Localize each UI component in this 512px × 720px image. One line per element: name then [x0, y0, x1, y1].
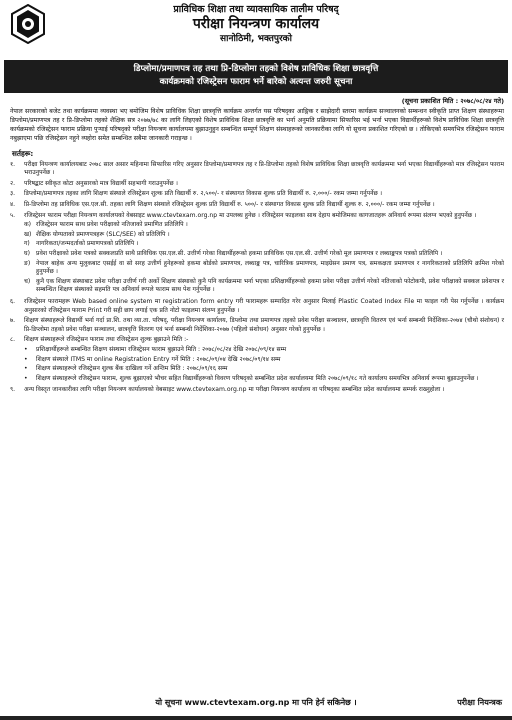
term-item — [10, 298, 504, 315]
banner-line-1: डिप्लोमा/प्रमाणपत्र तह तथा प्रि-डिप्लोमा तहको विशेष प्राविधिक शिक्षा छात्रवृत्ति — [133, 64, 379, 74]
term-text: परीक्षा नियन्त्रण कार्यालयबाट २०७८ साल असार महिनामा सिफारिस गरिए अनुसार डिप्लोमा/प्रमाणपत्र तह र प्रि-डिप्लोमा तहको विशेष प्राविधिक शिक्षा छात्रवृत्ति कार्यक्रममा भर्ना भएका विद्यार्थीहरूको मात्र रजिस्ट्रेसन फाराम भराउनुपर्नेछ । — [24, 160, 504, 177]
term-text: शिक्षण संस्थाहरूले विद्यार्थी भर्ना गर्दा प्रा.शि. तथा व्या.ता. परिषद्, परीक्षा नियन्त्रण कार्यालय, डिप्लोमा तथा प्रमाणपत्र तहको प्रवेश परीक्षा सञ्चालन, छात्रवृत्ति वितरण एवं भर्ना सम्बन्धी निर्देशिका-२०७४ (चौथो संशोधन) र प्रि-डिप्लोमा तहको प्रवेश परीक्षा सञ्चालन, छात्रवृत्ति वितरण एवं भर्ना सम्बन्धी निर्देशिका-२०७७ (पहिलो संशोधन) अनुसार गरेको हुनुपर्नेछ । — [24, 317, 504, 333]
bullet-icon: • — [24, 365, 28, 373]
office-location: सानोठिमी, भक्तपुरको — [220, 34, 292, 44]
term-number: ५. — [10, 211, 16, 219]
term-number: ८. — [10, 336, 16, 344]
bullet-icon: • — [24, 355, 28, 363]
terms-list — [0, 161, 512, 395]
sub-text: शिक्षण संस्थाहरूले रजिस्ट्रेसन शुल्क बैंक दाखिला गर्ने अन्तिम मिति : २०७८/०९/१६ सम्म — [36, 365, 228, 373]
terms-heading: सर्तहरू: — [12, 148, 34, 158]
banner-line-2: कार्यक्रमको रजिस्ट्रेसन फाराम भर्ने बारेको अत्यन्त जरुरी सूचना — [159, 77, 353, 87]
sub-item — [24, 356, 504, 365]
term-number: २. — [10, 179, 16, 187]
sub-text: शैक्षिक योग्यताको प्रमाणपत्रहरू (SLC/SEE) को प्रतिलिपि । — [36, 230, 170, 238]
sub-text: शिक्षण संस्थाहरूले रजिस्ट्रेसन फाराम, शुल्क बुझाएको भौचर सहित विद्यार्थीहरूको विवरण परिषद्को सम्बन्धित प्रदेश कार्यालयमा मिति २०७८/०९/१८ गते कार्यालय समयभित्र अनिवार्य रूपमा बुझाउनुपर्नेछ । — [36, 374, 479, 382]
sub-number: ग) — [24, 240, 30, 248]
term-item — [10, 161, 504, 178]
term-number: १. — [10, 160, 16, 168]
sub-text: कुनै एक शिक्षण संस्थाबाट प्रवेश परीक्षा उत्तीर्ण गरी अर्को शिक्षण संस्थाको कुनै पनि कार्यक्रममा भर्ना भएका प्रशिक्षार्थीहरूको हकमा प्रवेश परीक्षा उत्तीर्ण गरेको नतिजाको फोटोकपी, प्रवेश परीक्षाको सक्कल प्रवेशपत्र र सम्बन्धित शिक्षण संस्थाको सहमति पत्र अनिवार्य रूपले फाराम साथ पेश गर्नुपर्नेछ । — [36, 277, 504, 294]
sub-item — [24, 365, 504, 374]
sub-text: नेपाल बाहेक अन्य मुलुकबाट एसईई वा सो सरह उत्तीर्ण हुनेहरूको हकमा बोर्डको प्रमाणपत्र, लब्धाङ्क पत्र, चारित्रिक प्रमाणपत्र, माइग्रेसन प्रमाण पत्र, समकक्षता प्रमाणपत्र र नागरिकताको प्रतिलिपि क्रमिश गरेको हुनुपर्नेछ । — [36, 259, 504, 276]
sub-text: रजिस्ट्रेसन फाराम साथ प्रवेश परीक्षाको नतिजाको प्रमाणित प्रतिलिपि । — [36, 221, 188, 229]
document-checklist — [24, 221, 504, 295]
term-number: ४. — [10, 201, 16, 208]
sub-text: प्रवेश परीक्षाको प्रवेश पत्रको सक्कलप्रति साथै प्राविधिक एस.एल.सी. उत्तीर्ण गरेका विद्यार्थीहरूको हकमा प्राविधिक एस.एल.सी. उत्तीर्ण गरेको मूल प्रमाणपत्र र लब्धाङ्कपत्र पत्रको प्रतिलिपि । — [36, 249, 443, 257]
term-text: परिषद्बाट स्वीकृत कोटा अनुसारको मात्र विद्यार्थी सहभागी गराउनुपर्नेछ । — [24, 179, 178, 187]
term-item — [10, 190, 504, 199]
bottom-divider — [0, 716, 512, 720]
term-text: शिक्षण संस्थाहरूले रजिस्ट्रेसन फाराम तथा रजिस्ट्रेसन शुल्क बुझाउने मिति :- — [24, 336, 189, 344]
term-number: ९. — [10, 386, 16, 394]
term-body — [24, 212, 504, 296]
office-name: परीक्षा नियन्त्रण कार्यालय — [192, 16, 320, 32]
term-number: ६. — [10, 297, 16, 305]
sub-text: प्रशिक्षार्थीहरूले सम्बन्धित शिक्षण संस्थामा रजिस्ट्रेसन फाराम बुझाउने मिति : २०७८/०८/२४ देखि २०७८/०९/१४ सम्म — [36, 345, 287, 353]
sub-item — [24, 221, 504, 230]
sub-item — [24, 278, 504, 295]
signature-title: परीक्षा नियन्त्रक — [457, 698, 502, 707]
letterhead — [0, 0, 512, 58]
sub-number: घ) — [24, 249, 30, 257]
term-item — [10, 212, 504, 296]
council-name: प्राविधिक शिक्षा तथा व्यावसायिक तालीम परिषद् — [173, 4, 339, 15]
term-item — [10, 336, 504, 384]
sub-text: नागरिकता/जन्मदर्ताको प्रमाणपत्रको प्रतिलिपि । — [36, 240, 139, 248]
notice-title-banner — [4, 60, 508, 93]
sub-item — [24, 260, 504, 277]
term-item — [10, 180, 504, 189]
sub-number: च) — [24, 277, 31, 285]
sub-number: ङ) — [24, 259, 31, 267]
term-item — [10, 386, 504, 395]
term-text: प्रि-डिप्लोमा तह प्राविधिक एस.एल.सी. तहका लागि शिक्षण संस्थाले रजिस्ट्रेसन शुल्क प्रति विद्यार्थी रु. ५००/- र संस्थागत विकास शुल्क प्रति विद्यार्थी शुल्क रु. २,०००/- रकम जम्मा गर्नुपर्नेछ । — [24, 201, 435, 208]
term-number: ३. — [10, 190, 16, 198]
sub-item — [24, 231, 504, 240]
emblem-logo-icon — [10, 4, 46, 44]
term-text: डिप्लोमा/प्रमाणपत्र तहका लागि शिक्षण संस्थाले रजिस्ट्रेसन शुल्क प्रति विद्यार्थी रु. २,५००/- र संस्थागत विकास शुल्क प्रति विद्यार्थी रु. २,०००/- रकम जम्मा गर्नुपर्नेछ । — [24, 190, 383, 198]
website-note: यो सूचना www.ctevtexam.org.np मा पनि हेर्न सकिनेछ । — [155, 698, 357, 707]
intro-paragraph: नेपाल सरकारको बजेट तथा कार्यक्रममा व्यवस्था भए बमोजिम विशेष प्राविधिक शिक्षा छात्रवृत्ति कार्यक्रम अन्तर्गत यस परिषद्का आङ्गिक र साझेदारी स्तरमा कार्यक्रम सञ्चालनको सम्बन्धन स्वीकृति प्राप्त शिक्षण संस्थाहरूमा डिप्लोमा/प्रमाणपत्र तह र प्रि-डिप्लोमा तहको शैक्षिक सत्र २०७७/७८ का लागि लिइएको विशेष प्राविधिक शिक्षा छात्रवृत्ति का भर्ना अनुमति प्रक्रियामा सिफारिस भई भर्ना भएका विद्यार्थीहरूको विशेष प्राविधिक शिक्षा छात्रवृत्ति कार्यक्रमको रजिस्ट्रेसन फाराम प्रक्रिया पुऱ्याई परिषद्को परीक्षा नियन्त्रण कार्यालयमा बुझाउनुहुन सम्बन्धित सम्पूर्ण शिक्षण संस्थाहरूको जानकारीका लागि यो सूचना प्रकाशित गरिएको छ । तोकिएको समयभित्र रजिस्ट्रेसन फाराम नबुझाएमा पछि रजिस्ट्रेसन नहुने व्यहोरा समेत सम्बन्धित सबैमा जानकारी गराइन्छ । — [10, 108, 504, 142]
term-body — [24, 336, 504, 384]
bullet-icon: • — [24, 374, 28, 382]
sub-item — [24, 375, 504, 384]
sub-item — [24, 240, 504, 249]
term-number: ७. — [10, 317, 16, 325]
term-text: रजिस्ट्रेसन फाराम परीक्षा नियन्त्रण कार्यालयको वेबसाइट www.ctevtexam.org.np मा उपलब्ध हुनेछ । रजिस्ट्रेसन फाइलका साथ देहाय बमोजिमका कागजातहरू अनिवार्य रूपमा संलग्न भएको हुनुपर्नेछ । — [24, 211, 477, 219]
sub-number: ख) — [24, 230, 32, 238]
sub-text: शिक्षण संस्थाले ITMS मा online Registration Entry गर्ने मिति : २०७८/०९/०४ देखि २०७८/०९/१४ सम्म — [36, 355, 281, 363]
deadline-list — [24, 346, 504, 383]
sub-item — [24, 346, 504, 355]
term-text: अन्य विस्तृत जानकारीका लागि परीक्षा नियन्त्रण कार्यालयको वेबसाइट www.ctevtexam.org.np मा परीक्षा नियन्त्रण कार्यालय वा परिषद्का सम्बन्धित प्रदेश कार्यालयमा सम्पर्क राख्नुहोला । — [24, 386, 445, 394]
term-item — [10, 201, 504, 210]
sub-item — [24, 250, 504, 259]
publication-date: (सूचना प्रकाशित मिति : २०७८/०८/२४ गते) — [401, 97, 504, 105]
term-text: रजिस्ट्रेसन फारामहरू Web based online system मा registration form entry गरी फारामहरू सम्पादित गरेर अनुसार मिलाई Plastic Coated Index File मा फाइल गरी पेस गर्नुपर्नेछ । कार्यक्रम अनुसारको रजिस्ट्रेसन फाराम Print गरी सही छाप लगाई एक प्रति नोटो फाइलमा संलग्न हुनुपर्नेछ । — [24, 297, 504, 314]
bullet-icon: • — [24, 345, 28, 353]
term-item — [10, 317, 504, 334]
sub-number: क) — [24, 221, 32, 229]
notice-footer — [0, 694, 512, 714]
